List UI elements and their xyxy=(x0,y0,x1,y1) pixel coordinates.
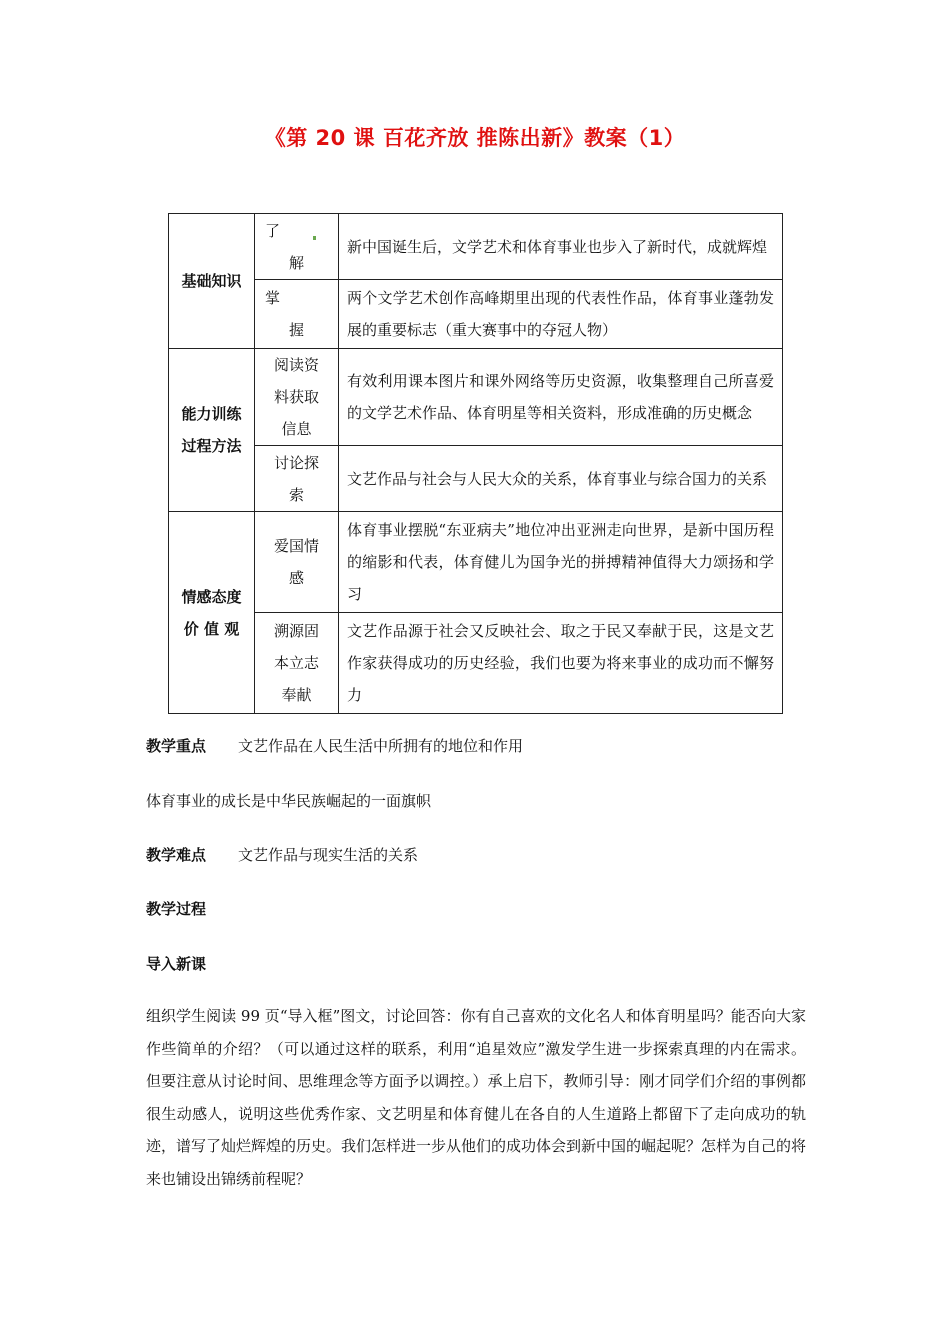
difficulty-label: 教学难点 xyxy=(146,846,207,864)
objective-description: 文艺作品与社会与人民大众的关系，体育事业与综合国力的关系 xyxy=(339,446,783,512)
sub-category-label: 感 xyxy=(288,569,304,587)
sub-category-label: 解 xyxy=(288,253,304,272)
category-emotion-values xyxy=(169,512,255,714)
category-label: 情感态度 xyxy=(181,587,242,606)
objective-description: 新中国诞生后，文学艺术和体育事业也步入了新时代，成就辉煌 xyxy=(339,214,783,280)
sub-category-cell xyxy=(255,214,339,280)
intro-paragraph: 组织学生阅读 99 页“导入框”图文，讨论回答：你有自己喜欢的文化名人和体育明星吗？能否向大家作些简单的介绍？（可以通过这样的联系，利用“追星效应”激发学生进一步探索真理的内在需求。但要注意从讨论时间、思维理念等方面予以调控。）承上启下，教师引导：刚才同学们介绍的事例都很生动感人，说明这些优秀作家、文艺明星和体育健儿在各自的人生道路上都留下了走向成功的轨迹，谱写了灿烂辉煌的历史。我们怎样进一步从他们的成功体会到新中国的崛起呢？怎样为自己的将来也铺设出锦绣前程呢？ xyxy=(146,1007,807,1188)
sub-category-label: 掌 xyxy=(265,289,281,307)
category-label: 价 值 观 xyxy=(183,619,240,638)
sub-category-label: 信息 xyxy=(281,420,312,438)
process-heading-text: 教学过程 xyxy=(146,900,207,918)
sub-category-label: 本立志 xyxy=(273,654,319,672)
sub-category-label: 了 xyxy=(265,221,281,240)
objective-description: 体育事业摆脱“东亚病夫”地位冲出亚洲走向世界，是新中国历程的缩影和代表，体育健儿为国争光的拼搏精神值得大力颂扬和学习 xyxy=(339,512,783,613)
key-points-line-2: 体育事业的成长是中华民族崛起的一面旗帜 xyxy=(146,792,432,810)
objective-description: 两个文学艺术创作高峰期里出现的代表性作品，体育事业蓬勃发展的重要标志（重大赛事中的夺冠人物） xyxy=(339,280,783,349)
intro-heading-text: 导入新课 xyxy=(146,955,207,973)
sub-category-label: 奉献 xyxy=(281,686,312,704)
difficulty-text: 文艺作品与现实生活的关系 xyxy=(238,846,419,864)
table-row xyxy=(169,446,783,512)
teaching-goals-table xyxy=(168,213,783,714)
process-heading xyxy=(146,898,206,919)
intro-heading xyxy=(146,953,206,974)
key-points-text: 文艺作品在人民生活中所拥有的地位和作用 xyxy=(238,737,524,755)
sub-category-cell xyxy=(255,349,339,446)
sub-category-cell xyxy=(255,613,339,714)
sub-category-cell xyxy=(255,446,339,512)
sub-category-label: 讨论探 xyxy=(273,453,319,472)
difficulty-line xyxy=(146,844,418,865)
objective-description: 有效利用课本图片和课外网络等历史资源，收集整理自己所喜爱的文学艺术作品、体育明星等相关资料，形成准确的历史概念 xyxy=(339,349,783,446)
category-basic-knowledge xyxy=(169,214,255,349)
table-row xyxy=(169,512,783,613)
sub-category-cell xyxy=(255,512,339,613)
key-points-line xyxy=(146,735,523,756)
sub-category-label: 阅读资 xyxy=(273,356,319,374)
sub-category-label: 料获取 xyxy=(273,388,319,406)
table-row xyxy=(169,214,783,280)
table-row xyxy=(169,280,783,349)
category-label: 基础知识 xyxy=(181,272,242,290)
sub-category-label: 握 xyxy=(288,321,304,339)
sub-category-label: 索 xyxy=(288,485,304,504)
sub-category-label: 溯源固 xyxy=(273,622,319,640)
key-points-label: 教学重点 xyxy=(146,737,207,755)
sub-category-cell xyxy=(255,280,339,349)
table-row xyxy=(169,349,783,446)
document-title: 《第 20 课 百花齐放 推陈出新》教案（1） xyxy=(264,126,686,150)
category-label: 能力训练 xyxy=(181,405,242,423)
table-row xyxy=(169,613,783,714)
objective-description: 文艺作品源于社会又反映社会、取之于民又奉献于民，这是文艺作家获得成功的历史经验，我们也要为将来事业的成功而不懈努力 xyxy=(339,613,783,714)
category-ability-process xyxy=(169,349,255,512)
green-dot-marker xyxy=(313,236,316,240)
sub-category-label: 爱国情 xyxy=(273,537,319,555)
category-label: 过程方法 xyxy=(181,437,242,455)
